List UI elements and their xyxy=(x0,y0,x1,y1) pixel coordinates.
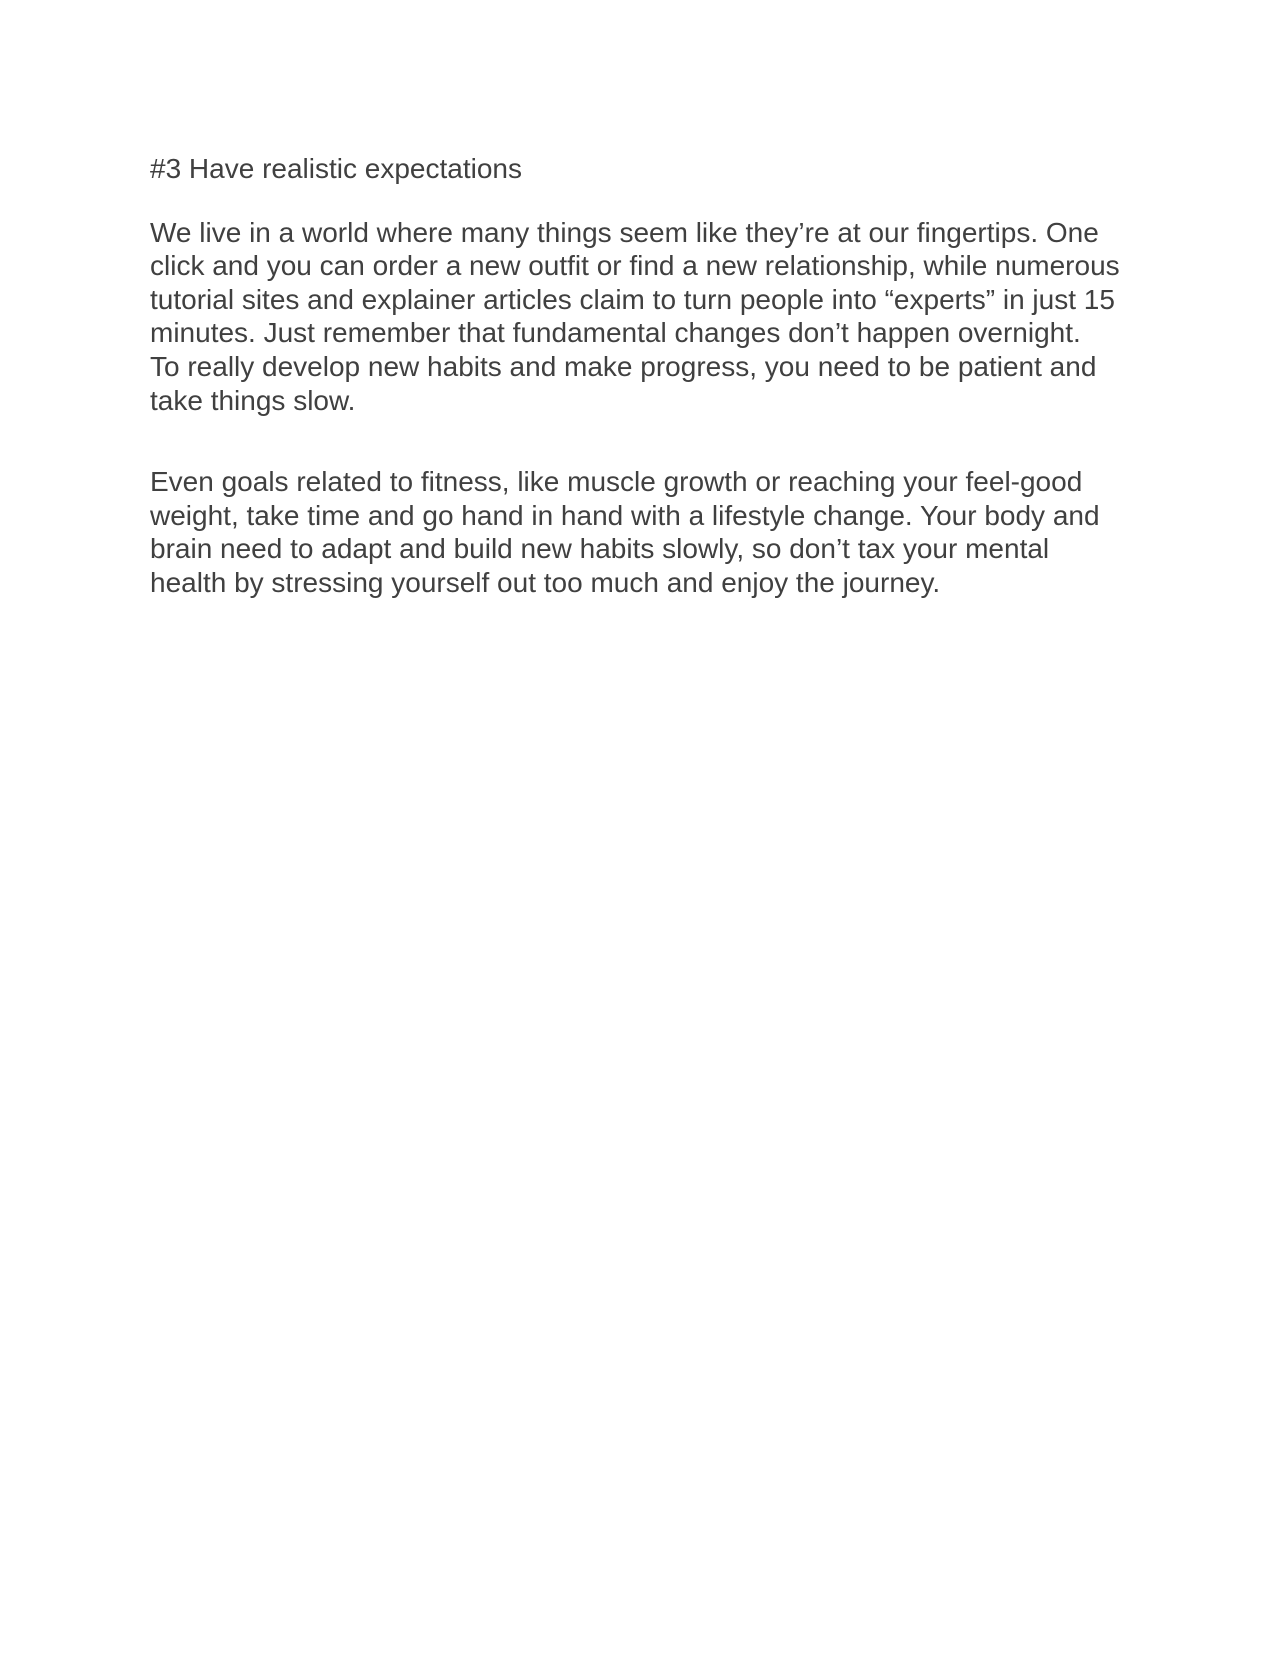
paragraph-line: To really develop new habits and make progress, you need to be patient and xyxy=(150,350,1097,382)
paragraph-line: brain need to adapt and build new habits slowly, so don’t tax your mental xyxy=(150,533,1050,565)
paragraph-line: minutes. Just remember that fundamental changes don’t happen overnight. xyxy=(150,317,1081,349)
paragraph-line: We live in a world where many things seem like they’re at our fingertips. One xyxy=(150,216,1099,248)
paragraph-line: tutorial sites and explainer articles claim to turn people into “experts” in just 15 xyxy=(150,283,1115,315)
document-body xyxy=(150,152,1150,600)
section-heading: #3 Have realistic expectations xyxy=(150,153,522,184)
paragraph-line: weight, take time and go hand in hand with a lifestyle change. Your body and xyxy=(150,499,1100,531)
paragraph-line: take things slow. xyxy=(150,384,356,416)
paragraph-line: health by stressing yourself out too much and enjoy the journey. xyxy=(150,566,941,598)
paragraph-2 xyxy=(150,465,1150,599)
paragraph-1 xyxy=(150,216,1150,418)
paragraph-line: click and you can order a new outfit or find a new relationship, while numerous xyxy=(150,250,1120,282)
paragraph-line: Even goals related to fitness, like muscle growth or reaching your feel-good xyxy=(150,466,1083,498)
